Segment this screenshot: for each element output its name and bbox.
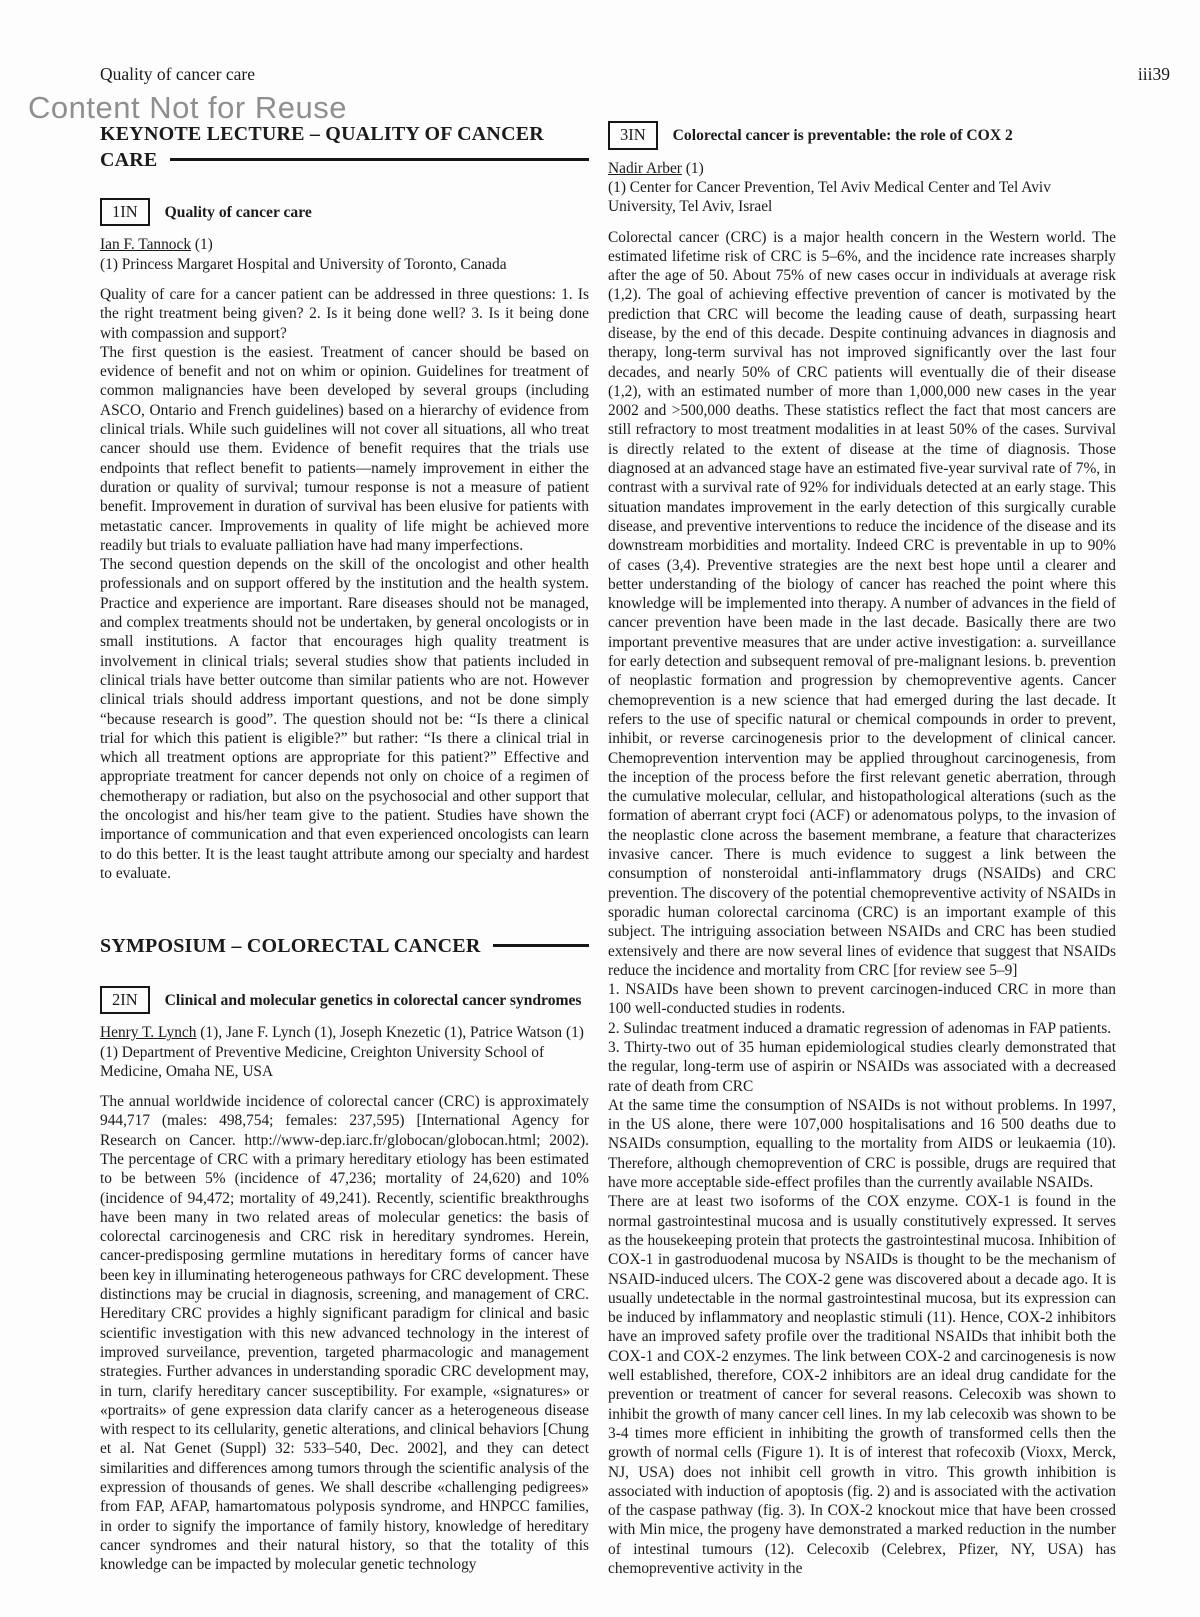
paragraph: Quality of care for a cancer patient can be addressed in three questions: 1. Is the right treatment being given? 2. Is it being done well? 3. Is it being done with compassion and support? — [100, 286, 589, 342]
paragraph: The second question depends on the skill of the oncologist and other health professionals and on support offered by the institution and the health system. Practice and experience are important. Rare diseases should not be managed, and complex treatments should not be undertaken, by general oncologists or in small institutions. A factor that encourages high quality treatment is involvement in clinical trials; several studies show that patients included in clinical trials have better outcome than similar patients who are not. However clinical trials should address important questions, and not be done simply “because research is good”. The question should not be: “Is there a clinical trial for which this patient is eligible?” but rather: “Is there a clinical trial in which all treatment options are appropriate for this patient?” Effective and appropriate treatment for cancer depends not only on choice of a regimen of chemotherapy or radiation, but also on the psychosocial and other support that the oncologist and his/her team give to the patient. Studies have shown the importance of communication and that even experienced oncologists can learn to do this better. It is the least taught attribute among our specialty and hardest to evaluate. — [100, 556, 589, 882]
author-rest: (1), Jane F. Lynch (1), Joseph Knezetic (1), Patrice Watson (1) — [196, 1024, 584, 1042]
abstract-title: Colorectal cancer is preventable: the role of COX 2 — [672, 127, 1013, 144]
left-column — [100, 121, 589, 1578]
section-heading-keynote — [100, 121, 589, 174]
section-heading-keynote-text: KEYNOTE LECTURE – QUALITY OF CANCER CARE — [100, 123, 544, 172]
paragraph: The annual worldwide incidence of colorectal cancer (CRC) is approximately 944,717 (males: 498,754; females: 237,595) [International Agency for Research on Cancer. http://www-dep.iarc.fr/globocan/globocan.html; 2002). The percentage of CRC with a primary hereditary etiology has been estimated to be between 5% (incidence of 47,236; mortality of 24,620) and 10% (incidence of 94,472; mortality of 49,241). Recently, scientific breakthroughs have been many in two related areas of molecular genetics: the basis of colorectal carcinogenesis and CRC risk in hereditary syndromes. Herein, cancer-predisposing germline mutations in hereditary forms of cancer have been key in illuminating heterogeneous pathways for CRC development. These distinctions may be crucial in diagnosis, screening, and management of CRC. Hereditary CRC provides a highly significant paradigm for clinical and basic scientific investigation with this new advanced technology in the interest of improved surveilance, prevention, targeted pharmacologic and management strategies. Further advances in understanding sporadic CRC development may, in turn, clarify hereditary cancer susceptibility. For example, «signatures» or «portraits» of gene expression data clarify cancer as a heterogeneous disease with respect to its cellularity, genetic alterations, and clinical behaviors [Chung et al. Nat Genet (Suppl) 32: 533–540, Dec. 2002], and they can detect similarities and differences among tumors through the scientific analysis of the expression of thousands of genes. We shall describe «challenging pedigrees» from FAP, AFAP, hamartomatous polyposis syndrome, and HNPCC families, in order to signify the importance of family history, knowledge of hereditary cancer syndromes and their natural history, so that the totality of this knowledge can be impacted by molecular genetic technology — [100, 1093, 589, 1574]
author-name: Ian F. Tannock — [100, 236, 192, 254]
abstract-3in — [608, 121, 1116, 1578]
watermark-text: Content Not for Reuse — [28, 90, 347, 125]
abstract-id-badge: 3IN — [608, 121, 658, 150]
journal-page — [0, 64, 1200, 1578]
abstract-title: Quality of cancer care — [164, 203, 312, 221]
section-heading-symposium — [100, 933, 589, 959]
author-line — [608, 159, 1116, 178]
page-number: iii39 — [1137, 64, 1170, 84]
abstract-1in — [100, 198, 589, 883]
affiliation-line: (1) Center for Cancer Prevention, Tel Aviv Medical Center and Tel Aviv University, Tel Aviv, Israel — [608, 178, 1051, 216]
paragraph: There are at least two isoforms of the COX enzyme. COX-1 is found in the normal gastrointestinal mucosa and is usually constitutively expressed. It serves as the housekeeping protein that protects the gastrointestinal mucosa. Inhibition of COX-1 in gastroduodenal mucosa by NSAIDs is thought to be the mechanism of NSAID-induced ulcers. The COX-2 gene was discovered about a decade ago. It is usually undetectable in the normal gastrointestinal mucosa, but its expression can be induced by inflammatory and neoplastic stimuli (11). Hence, COX-2 inhibitors have an improved safety profile over the traditional NSAIDs that inhibit both the COX-1 and COX-2 enzymes. The link between COX-2 and carcinogenesis is now well established, therefore, COX-2 inhibitors are an ideal drug candidate for the prevention or treatment of cancer for several reasons. Celecoxib was shown to inhibit the growth of many cancer cell lines. In my lab celecoxib was shown to be 3-4 times more efficient in inhibiting the growth of transformed cells then the growth of normal cells (Figure 1). It is of interest that rofecoxib (Vioxx, Merck, NJ, USA) does not inhibit cell growth in vitro. This growth inhibition is associated with induction of apoptosis (fig. 2) and is associated with the activation of the caspase pathway (fig. 3). In COX-2 knockout mice that have been crossed with Min mice, the progeny have demonstrated a marked reduction in the number of intestinal tumours (12). Celecoxib (Celebrex, Pfizer, NY, USA) has chemopreventive activity in the — [608, 1193, 1116, 1577]
abstract-id-badge: 2IN — [100, 986, 150, 1015]
paragraph: The first question is the easiest. Treatment of cancer should be based on evidence of benefit and not on whim or opinion. Guidelines for treatment of common malignancies have been developed by several groups (including ASCO, Ontario and French guidelines) based on a hierarchy of evidence from clinical trials. While such guidelines will not cover all situations, all who treat cancer should use them. Evidence of benefit requires that the trials use endpoints that reflect benefit to patients—namely improvement in either the duration or quality of survival; tumour response is not a measure of patient benefit. Improvement in duration of survival has been elusive for patients with metastatic cancer. Improvements in quality of life might be achieved more readily but trials to evaluate palliation have had many imperfections. — [100, 343, 589, 554]
abstract-2in — [100, 986, 589, 1575]
paragraph: 1. NSAIDs have been shown to prevent carcinogen-induced CRC in more than 100 well-conducted studies in rodents. — [608, 981, 1116, 1018]
abstract-id-badge: 1IN — [100, 198, 150, 227]
affiliation-line: (1) Department of Preventive Medicine, Creighton University School of Medicine, Omaha NE, USA — [100, 1043, 545, 1080]
paragraph: 3. Thirty-two out of 35 human epidemiological studies clearly demonstrated that the regular, long-term use of aspirin or NSAIDs was associated with a decreased rate of death from CRC — [608, 1038, 1116, 1095]
affiliation-line: (1) Princess Margaret Hospital and University of Toronto, Canada — [100, 255, 507, 273]
abstract-2in-header — [100, 986, 589, 1015]
right-column — [608, 121, 1116, 1578]
abstract-body — [100, 1092, 589, 1574]
author-line — [100, 1023, 589, 1042]
paragraph: 2. Sulindac treatment induced a dramatic regression of adenomas in FAP patients. — [608, 1019, 1112, 1037]
abstract-body — [608, 228, 1116, 1579]
section-heading-symposium-text: SYMPOSIUM – COLORECTAL CANCER — [100, 935, 493, 957]
paragraph: At the same time the consumption of NSAIDs is not without problems. In 1997, in the US alone, there were 107,000 hospitalisations and 16 500 deaths due to NSAIDs consumption, equalling to the mortality from AIDS or leukaemia (10). Therefore, although chemoprevention of CRC is possible, drugs are required that have more acceptable side-effect profiles than the currently available NSAIDs. — [608, 1096, 1116, 1192]
author-line — [100, 235, 589, 254]
abstract-1in-header — [100, 198, 589, 227]
paragraph: Colorectal cancer (CRC) is a major health concern in the Western world. The estimated lifetime risk of CRC is 5–6%, and the incidence rate increases sharply after the age of 50. About 75% of new cases occur in individuals at average risk (1,2). The goal of achieving effective prevention of cancer is motivated by the prediction that CRC will become the leading cause of death, surpassing heart disease, by the end of this decade. Despite continuing advances in diagnosis and therapy, long-term survival has not improved significantly over the last four decades, and nearly 50% of CRC patients will eventually die of their disease (1,2), with an estimated number of more than 1,000,000 new cases in the year 2002 and >500,000 deaths. These statistics reflect the fact that most cancers are still refractory to most treatment modalities in at least 50% of the cases. Survival is directly related to the extent of disease at the time of diagnosis. Those diagnosed at an advanced stage have an estimated five-year survival rate of 7%, in contrast with a survival rate of 92% for individuals detected at an early stage. This situation mandates improvement in the early detection of this surgically curable disease, and preventive interventions to reduce the incidence of the disease and its downstream morbidities and mortality. Indeed CRC is preventable in up to 90% of cases (3,4). Preventive strategies are the next best hope until a clearer and better understanding of the biology of cancer has reached the point where this knowledge will be implemented into therapy. A number of advances in the field of cancer prevention have been made in the last decade. Basically there are two important preventive measures that are under active investigation: a. surveillance for early detection and subsequent removal of pre-malignant lesions. b. prevention of neoplastic formation and progression by chemopreventive agents. Cancer chemoprevention is a new science that had emerged during the last decade. It refers to the use of specific natural or chemical compounds in order to prevent, inhibit, or reverse carcinogenesis prior to the development of clinical cancer. Chemoprevention intervention may be applied throughout carcinogenesis, from the inception of the process before the first relevant genetic aberration, through the cumulative molecular, cellular, and histopathological alterations (such as the formation of aberrant crypt foci (ACF) or adenomatous polyps, to the invasion of the neoplastic clone across the basement membrane, a feature that characterizes invasive cancer. There is much evidence to suggest a link between the consumption of nonsteroidal anti-inflammatory drugs (NSAIDs) and CRC prevention. The discovery of the potential chemopreventive activity of NSAIDs in sporadic human colorectal carcinoma (CRC) is an important example of this subject. The intriguing association between NSAIDs and CRC has been studied extensively and there are now several lines of evidence that suggest that NSAIDs reduce the incidence and mortality from CRC [for review see 5–9] — [608, 228, 1116, 979]
page-content — [100, 121, 1115, 1578]
author-rest: (1) — [191, 236, 213, 254]
author-name: Nadir Arber — [608, 159, 682, 177]
running-head-title: Quality of cancer care — [100, 64, 255, 84]
abstract-title: Clinical and molecular genetics in colorectal cancer syndromes — [164, 991, 582, 1009]
abstract-body — [100, 285, 589, 883]
running-head — [100, 64, 1170, 85]
author-rest: (1) — [681, 159, 704, 177]
abstract-3in-header — [608, 121, 1116, 150]
author-name: Henry T. Lynch — [100, 1024, 197, 1042]
